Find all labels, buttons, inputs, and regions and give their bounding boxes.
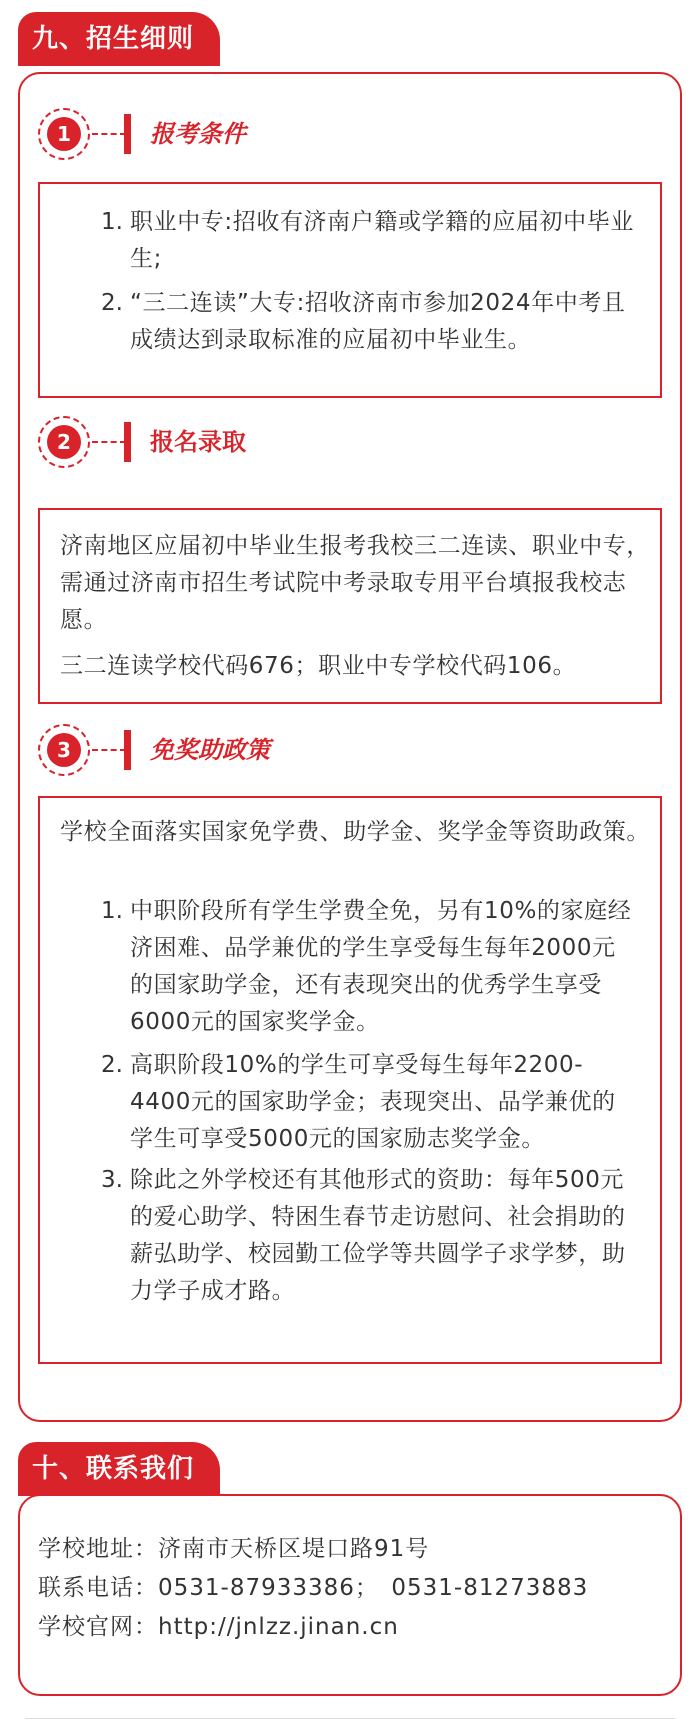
content-box-aid-policy: [38, 796, 662, 1364]
dash-connector: [92, 441, 126, 443]
dash-connector: [92, 133, 126, 135]
list-item-number: 3.: [101, 1167, 123, 1193]
dash-connector: [92, 749, 126, 751]
title-bar: [124, 730, 131, 770]
subsection-header-conditions: [38, 108, 338, 164]
contact-phone: 联系电话：0531-87933386； 0531-81273883: [38, 1575, 589, 1601]
list-item-text: “三二连读”大专:招收济南市参加2024年中考且成绩达到录取标准的应届初中毕业生。: [130, 290, 626, 353]
section-title-admission: 九、招生细则: [18, 12, 220, 66]
school-website: 学校官网：http://jnlzz.jinan.cn: [38, 1614, 399, 1640]
subsection-title: 报考条件: [150, 120, 246, 148]
subsection-header-aid-policy: [38, 724, 338, 780]
list-item-text: 中职阶段所有学生学费全免，另有10%的家庭经济困难、品学兼优的学生享受每生每年2000元的国家助学金，还有表现突出的优秀学生享受6000元的国家奖学金。: [130, 898, 632, 1035]
paragraph: 济南地区应届初中毕业生报考我校三二连读、职业中专，需通过济南市招生考试院中考录取专用平台填报我校志愿。: [60, 533, 650, 633]
section-title-contact: 十、联系我们: [18, 1442, 220, 1496]
paragraph: 三二连读学校代码676；职业中专学校代码106。: [60, 653, 577, 679]
subsection-title: 免奖助政策: [150, 736, 270, 764]
school-address: 学校地址：济南市天桥区堤口路91号: [38, 1536, 430, 1562]
list-item-number: 1.: [101, 898, 123, 924]
number-badge: 2: [38, 416, 90, 468]
list-item-number: 2.: [101, 290, 123, 316]
list-item-number: 2.: [101, 1052, 123, 1078]
list-item-number: 1.: [101, 209, 123, 235]
list-item-text: 高职阶段10%的学生可享受每生每年2200-4400元的国家助学金；表现突出、品学兼优的学生可享受5000元的国家励志奖学金。: [130, 1052, 616, 1152]
subsection-title: 报名录取: [150, 428, 246, 456]
divider: [25, 1718, 675, 1719]
number-badge: 3: [38, 724, 90, 776]
content-box-conditions: [38, 182, 662, 398]
list-item-text: 除此之外学校还有其他形式的资助：每年500元的爱心助学、特困生春节走访慰问、社会捐助的薪弘助学、校园勤工俭学等共圆学子求学梦，助力学子成才路。: [130, 1167, 626, 1304]
content-box-enrollment: [38, 508, 662, 704]
list-item-text: 职业中专:招收有济南户籍或学籍的应届初中毕业生;: [130, 209, 634, 272]
paragraph: 学校全面落实国家免学费、助学金、奖学金等资助政策。: [60, 819, 650, 845]
title-bar: [124, 114, 131, 154]
title-bar: [124, 422, 131, 462]
subsection-header-enrollment: [38, 416, 338, 472]
number-badge: 1: [38, 108, 90, 160]
